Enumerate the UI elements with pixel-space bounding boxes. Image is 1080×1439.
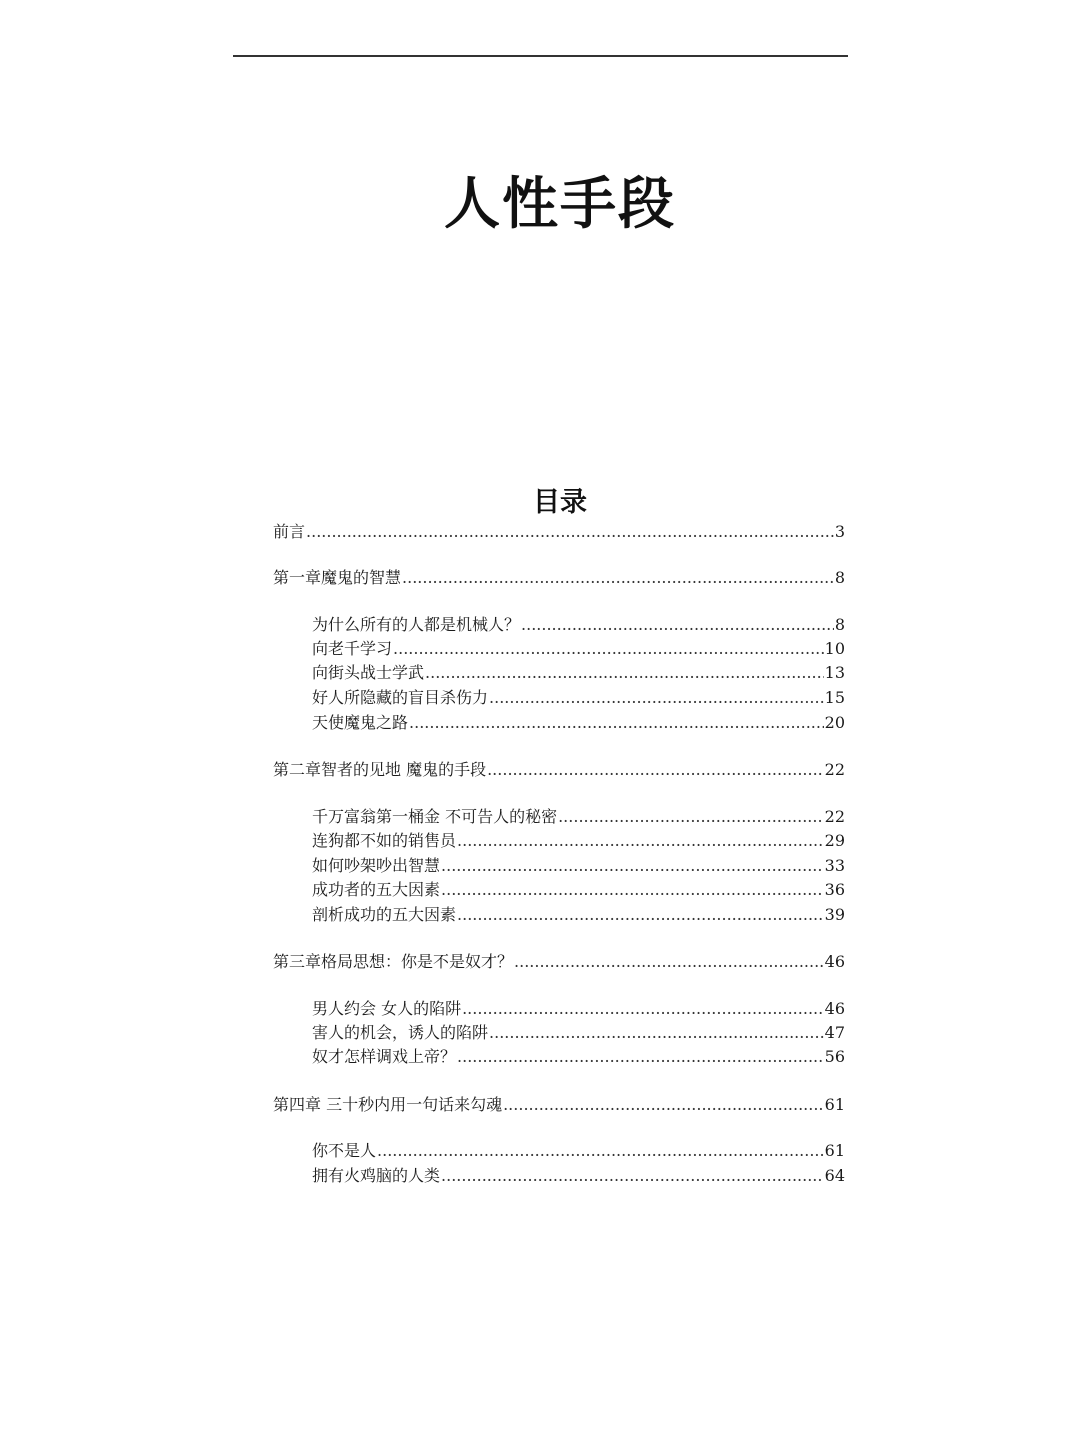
- toc-section-entry: [312, 854, 845, 878]
- toc-chapter-entry: [273, 758, 845, 782]
- toc-dot-leader: [558, 805, 824, 829]
- toc-dot-leader: [441, 1164, 824, 1188]
- toc-dot-leader: [521, 613, 834, 637]
- toc-section-entry: [312, 686, 845, 710]
- toc-dot-leader: [409, 711, 824, 735]
- toc-dot-leader: [441, 854, 824, 878]
- toc-section-entry: [312, 903, 845, 927]
- toc-chapter-entry: [273, 566, 845, 590]
- toc-title: 目录: [533, 487, 587, 518]
- toc-dot-leader: [306, 520, 834, 544]
- toc-page-number: 47: [824, 1023, 845, 1042]
- toc-entry-label: 向老千学习: [312, 639, 393, 658]
- toc-page-number: 36: [824, 880, 845, 899]
- toc-entry-label: 如何吵架吵出智慧: [312, 856, 441, 875]
- toc-page-number: 15: [824, 688, 845, 707]
- toc-page-number: 39: [824, 905, 845, 924]
- toc-dot-leader: [457, 903, 824, 927]
- toc-section-entry: [312, 997, 845, 1021]
- toc-entry-label: 你不是人: [312, 1141, 377, 1160]
- toc-dot-leader: [462, 997, 824, 1021]
- toc-entry-label: 成功者的五大因素: [312, 880, 441, 899]
- toc-page-number: 46: [824, 952, 845, 971]
- toc-page-number: 22: [824, 760, 845, 779]
- toc-entry-label: 为什么所有的人都是机械人？: [312, 615, 521, 634]
- toc-section-entry: [312, 613, 845, 637]
- toc-entry-label: 第四章 三十秒内用一句话来勾魂: [273, 1095, 503, 1114]
- toc-page-number: 8: [834, 568, 845, 587]
- toc-entry-label: 第二章智者的见地 魔鬼的手段: [273, 760, 487, 779]
- toc-page-number: 46: [824, 999, 845, 1018]
- toc-chapter-entry: [273, 1093, 845, 1117]
- toc-section-entry: [312, 1139, 845, 1163]
- toc-dot-leader: [402, 566, 834, 590]
- toc-entry-label: 好人所隐藏的盲目杀伤力: [312, 688, 489, 707]
- toc-entry-label: 奴才怎样调戏上帝？: [312, 1047, 457, 1066]
- toc-page-number: 33: [824, 856, 845, 875]
- toc-section-entry: [312, 805, 845, 829]
- toc-dot-leader: [489, 686, 824, 710]
- toc-entry-label: 第一章魔鬼的智慧: [273, 568, 402, 587]
- toc-section-entry: [312, 829, 845, 853]
- toc-section-entry: [312, 1021, 845, 1045]
- toc-entry-label: 连狗都不如的销售员: [312, 831, 457, 850]
- toc-entry-label: 拥有火鸡脑的人类: [312, 1166, 441, 1185]
- toc-dot-leader: [503, 1093, 824, 1117]
- toc-entry-label: 天使魔鬼之路: [312, 713, 409, 732]
- toc-page-number: 61: [824, 1141, 845, 1160]
- toc-chapter-entry: [273, 950, 845, 974]
- toc-entry-label: 向街头战士学武: [312, 663, 425, 682]
- toc-entry-label: 千万富翁第一桶金 不可告人的秘密: [312, 807, 558, 826]
- toc-entry-label: 男人约会 女人的陷阱: [312, 999, 462, 1018]
- toc-dot-leader: [425, 661, 824, 685]
- toc-section-entry: [312, 1164, 845, 1188]
- toc-dot-leader: [377, 1139, 824, 1163]
- toc-entry-label: 前言: [273, 522, 306, 541]
- toc-dot-leader: [514, 950, 824, 974]
- toc-section-entry: [312, 637, 845, 661]
- toc-dot-leader: [393, 637, 824, 661]
- toc-section-entry: [312, 661, 845, 685]
- toc-chapter-entry: [273, 520, 845, 544]
- toc-page-number: 3: [834, 522, 845, 541]
- toc-page-number: 56: [824, 1047, 845, 1066]
- toc-dot-leader: [457, 1045, 824, 1069]
- toc-section-entry: [312, 878, 845, 902]
- toc-page-number: 61: [824, 1095, 845, 1114]
- toc-entry-label: 第三章格局思想：你是不是奴才？: [273, 952, 514, 971]
- toc-entry-label: 剖析成功的五大因素: [312, 905, 457, 924]
- book-title: 人性手段: [444, 172, 676, 237]
- toc-section-entry: [312, 1045, 845, 1069]
- toc-dot-leader: [487, 758, 824, 782]
- toc-page-number: 10: [824, 639, 845, 658]
- toc-dot-leader: [457, 829, 824, 853]
- toc-page-number: 20: [824, 713, 845, 732]
- toc-page-number: 29: [824, 831, 845, 850]
- toc-dot-leader: [441, 878, 824, 902]
- toc-dot-leader: [489, 1021, 824, 1045]
- toc-page-number: 8: [834, 615, 845, 634]
- toc-page-number: 13: [824, 663, 845, 682]
- toc-entry-label: 害人的机会，诱人的陷阱: [312, 1023, 489, 1042]
- toc-section-entry: [312, 711, 845, 735]
- toc-page-number: 64: [824, 1166, 845, 1185]
- toc-page-number: 22: [824, 807, 845, 826]
